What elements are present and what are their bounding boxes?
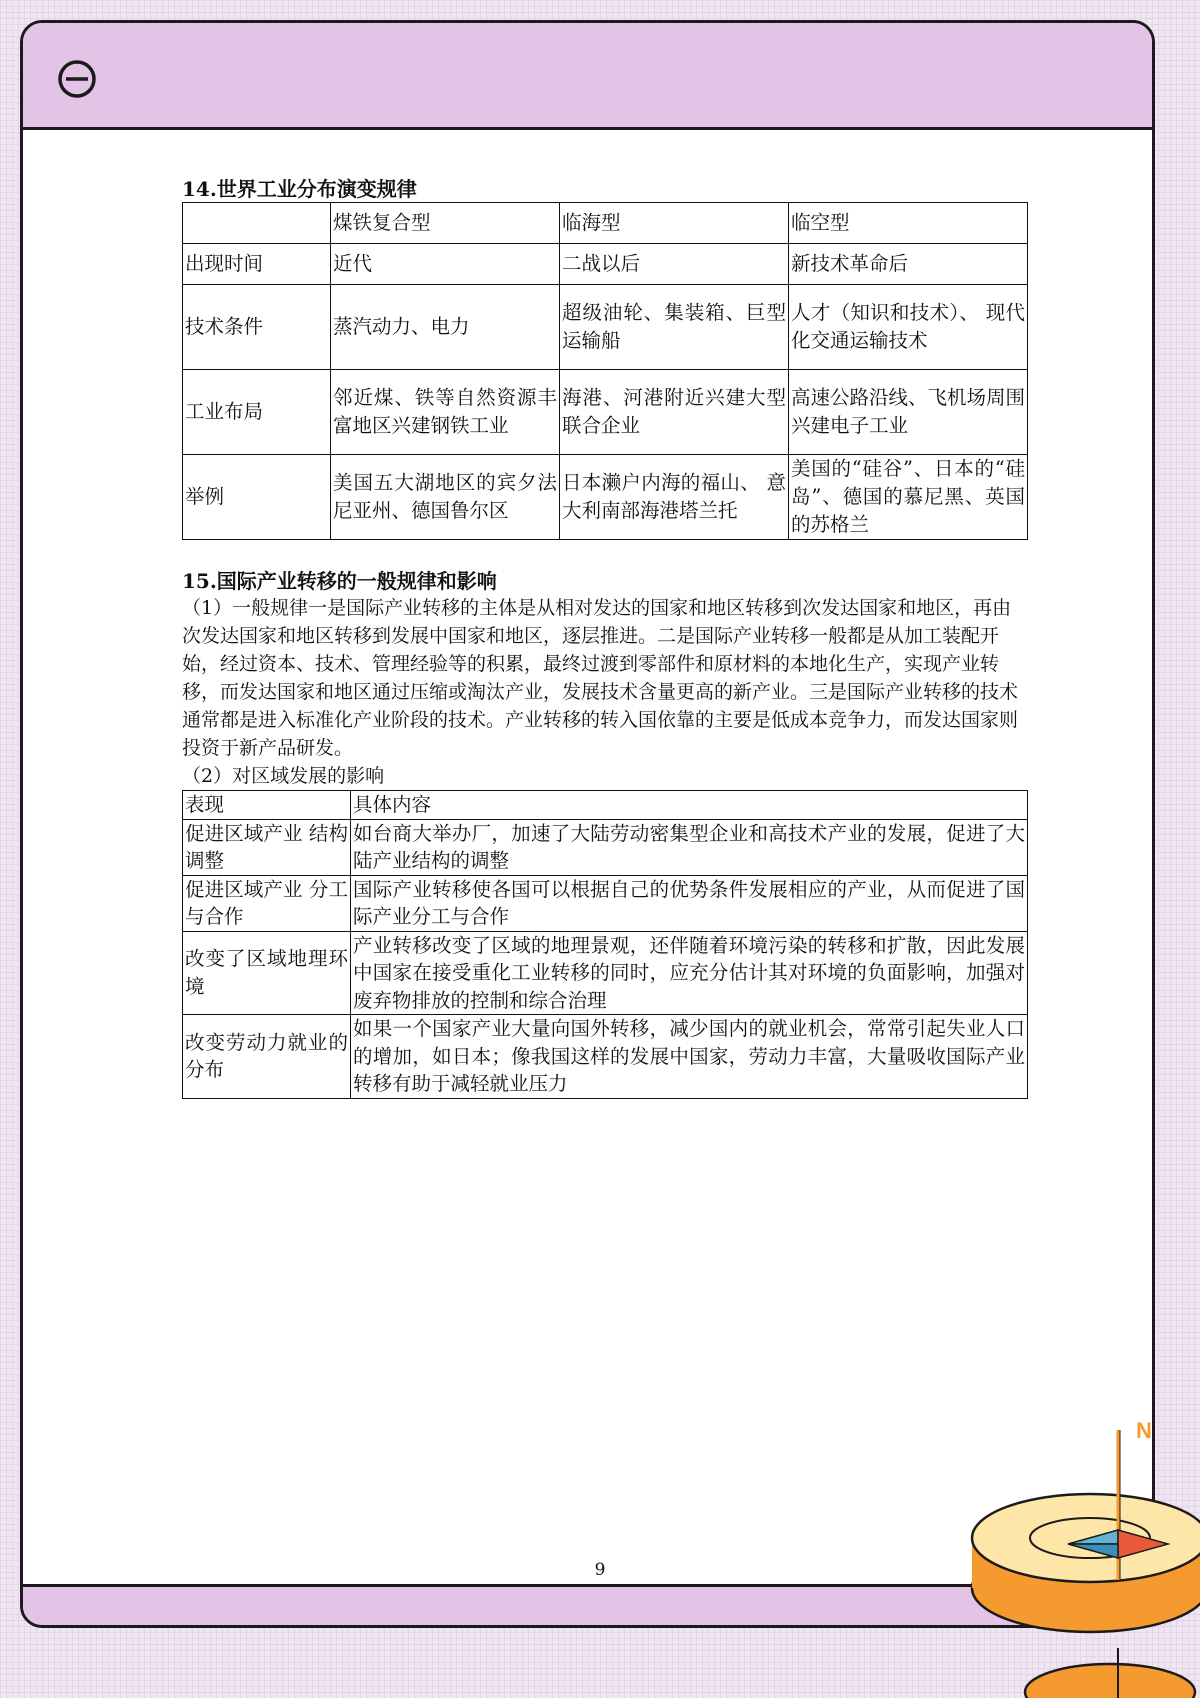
page-content — [182, 176, 1027, 1099]
table-header-row — [183, 203, 1028, 244]
table-row — [183, 931, 1028, 1015]
table-row — [183, 875, 1028, 931]
general-rules-paragraph: （1）一般规律一是国际产业转移的主体是从相对发达的国家和地区转移到次发达国家和地区，再由次发达国家和地区转移到发展中国家和地区，逐层推进。二是国际产业转移一般都是从加工装配开始，经过资本、技术、管理经验等的积累，最终过渡到零部件和原材料的本地化生产，实现产业转移，而发达国家和地区通过压缩或淘汰产业，发展技术含量更高的新产业。三是国际产业转移的技术通常都是进入标准化产业阶段的技术。产业转移的转入国依靠的主要是低成本竞争力，而发达国家则投资于新产品研发。 — [182, 597, 1019, 759]
header-cell: 表现 — [183, 791, 351, 820]
table-row — [183, 285, 1028, 370]
table-cell: 如台商大举办厂，加速了大陆劳动密集型企业和高技术产业的发展，促进了大陆产业结构的调整 — [351, 819, 1028, 875]
header-band — [23, 23, 1152, 130]
industry-distribution-table — [182, 202, 1028, 540]
section15-title: 15.国际产业转移的一般规律和影响 — [182, 569, 497, 593]
table-cell: 新技术革命后 — [789, 244, 1028, 285]
table-cell: 人才（知识和技术）、 现代化交通运输技术 — [789, 285, 1028, 370]
table-cell: 高速公路沿线、飞机场周围兴建电子工业 — [789, 370, 1028, 455]
header-cell: 煤铁复合型 — [331, 203, 560, 244]
row-label: 举例 — [183, 455, 331, 540]
table-cell: 邻近煤、铁等自然资源丰富地区兴建钢铁工业 — [331, 370, 560, 455]
header-cell: 具体内容 — [351, 791, 1028, 820]
minus-circle-icon — [57, 59, 97, 99]
table-row — [183, 1015, 1028, 1099]
compass-decoration-icon — [960, 1420, 1200, 1698]
table-cell: 日本濑户内海的福山、 意大利南部海港塔兰托 — [560, 455, 789, 540]
header-cell: 临海型 — [560, 203, 789, 244]
impact-subtitle: （2）对区域发展的影响 — [182, 765, 385, 787]
table-header-row — [183, 791, 1028, 820]
table-cell: 二战以后 — [560, 244, 789, 285]
table-row — [183, 819, 1028, 875]
table-cell: 如果一个国家产业大量向国外转移，减少国内的就业机会，常常引起失业人口的增加，如日本；像我国这样的发展中国家，劳动力丰富，大量吸收国际产业转移有助于减轻就业压力 — [351, 1015, 1028, 1099]
row-label: 改变了区域地理环境 — [183, 931, 351, 1015]
table-cell: 近代 — [331, 244, 560, 285]
row-label: 促进区域产业 分工与合作 — [183, 875, 351, 931]
row-label: 改变劳动力就业的分布 — [183, 1015, 351, 1099]
table-cell: 产业转移改变了区域的地理景观，还伴随着环境污染的转移和扩散，因此发展中国家在接受重化工业转移的同时，应充分估计其对环境的负面影响，加强对废弃物排放的控制和综合治理 — [351, 931, 1028, 1015]
row-label: 技术条件 — [183, 285, 331, 370]
header-cell — [183, 203, 331, 244]
section14-title: 14.世界工业分布演变规律 — [182, 177, 417, 201]
table-cell: 超级油轮、集装箱、巨型运输船 — [560, 285, 789, 370]
compass-north-label: N — [1136, 1420, 1152, 1443]
table-cell: 美国的“硅谷”、日本的“硅岛”、德国的慕尼黑、英国的苏格兰 — [789, 455, 1028, 540]
row-label: 工业布局 — [183, 370, 331, 455]
table-cell: 国际产业转移使各国可以根据自己的优势条件发展相应的产业，从而促进了国际产业分工与合作 — [351, 875, 1028, 931]
table-row — [183, 244, 1028, 285]
table-cell: 蒸汽动力、电力 — [331, 285, 560, 370]
row-label: 出现时间 — [183, 244, 331, 285]
page-number: 9 — [594, 1560, 606, 1580]
table-row — [183, 455, 1028, 540]
table-row — [183, 370, 1028, 455]
table-cell: 海港、河港附近兴建大型联合企业 — [560, 370, 789, 455]
header-cell: 临空型 — [789, 203, 1028, 244]
table-cell: 美国五大湖地区的宾夕法尼亚州、德国鲁尔区 — [331, 455, 560, 540]
regional-impact-table — [182, 790, 1028, 1099]
row-label: 促进区域产业 结构调整 — [183, 819, 351, 875]
